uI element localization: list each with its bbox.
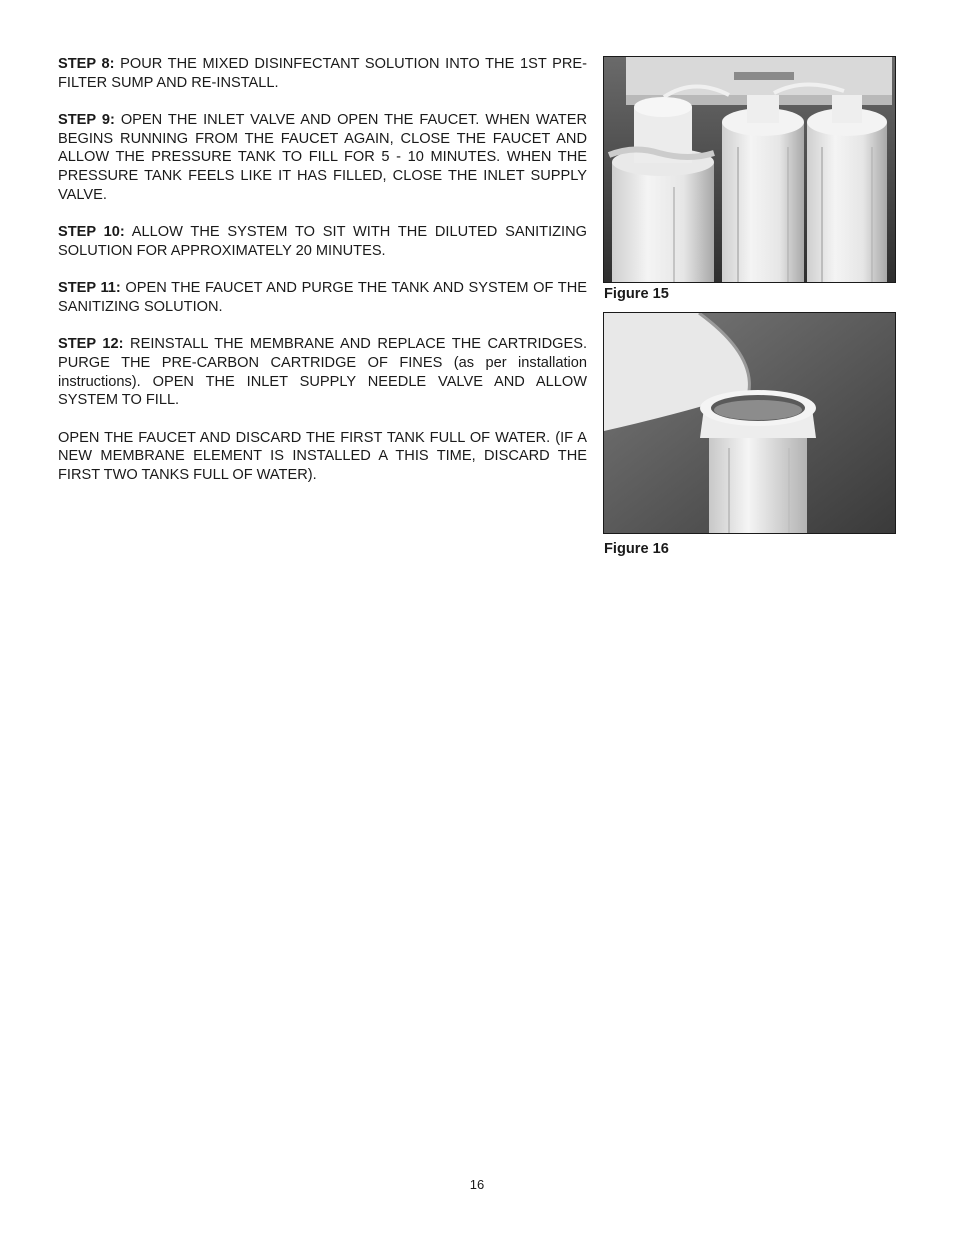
step-8-text: POUR THE MIXED DISINFECTANT SOLUTION INTO THE 1ST PRE-FILTER SUMP AND RE-INSTALL. xyxy=(58,56,587,91)
step-11-label: STEP 11: xyxy=(58,280,121,297)
figure-16-caption: Figure 16 xyxy=(604,541,669,557)
sump-housing-illustration xyxy=(604,313,895,533)
figure-15-caption: Figure 15 xyxy=(604,286,669,302)
step-12-label: STEP 12: xyxy=(58,336,124,353)
page-number: 16 xyxy=(469,1177,485,1192)
figure-16-photo xyxy=(603,312,896,534)
step-12-text: REINSTALL THE MEMBRANE AND REPLACE THE CARTRIDGES. PURGE THE PRE-CARBON CARTRIDGE OF FINES (as per installation instructions). OPEN THE INLET SUPPLY NEEDLE VALVE AND ALLOW SYSTEM TO FILL. xyxy=(58,336,587,409)
step-12-paragraph xyxy=(58,335,587,410)
step-11-paragraph xyxy=(58,279,587,316)
instructions-column xyxy=(58,55,587,503)
step-11-text: OPEN THE FAUCET AND PURGE THE TANK AND SYSTEM OF THE SANITIZING SOLUTION. xyxy=(58,280,587,315)
step-9-paragraph xyxy=(58,111,587,205)
figure-15-photo xyxy=(603,56,896,283)
step-9-label: STEP 9: xyxy=(58,112,115,128)
step-8-label: STEP 8: xyxy=(58,56,115,72)
step-10-label: STEP 10: xyxy=(58,224,125,241)
final-note-paragraph: OPEN THE FAUCET AND DISCARD THE FIRST TANK FULL OF WATER. (IF A NEW MEMBRANE ELEMENT IS INSTALLED A THIS TIME, DISCARD THE FIRST TWO TANKS FULL OF WATER). xyxy=(58,429,587,483)
step-10-paragraph xyxy=(58,223,587,260)
filter-housings-illustration xyxy=(604,57,895,282)
step-8-paragraph xyxy=(58,55,587,92)
step-9-text: OPEN THE INLET VALVE AND OPEN THE FAUCET. WHEN WATER BEGINS RUNNING FROM THE FAUCET AGAIN, CLOSE THE FAUCET AND ALLOW THE PRESSURE TANK TO FILL FOR 5 - 10 MINUTES. WHEN THE PRESSURE TANK FEELS LIKE IT HAS FILLED, CLOSE THE INLET SUPPLY VALVE. xyxy=(58,112,587,203)
step-10-text: ALLOW THE SYSTEM TO SIT WITH THE DILUTED SANITIZING SOLUTION FOR APPROXIMATELY 20 MINUTES. xyxy=(58,224,588,259)
